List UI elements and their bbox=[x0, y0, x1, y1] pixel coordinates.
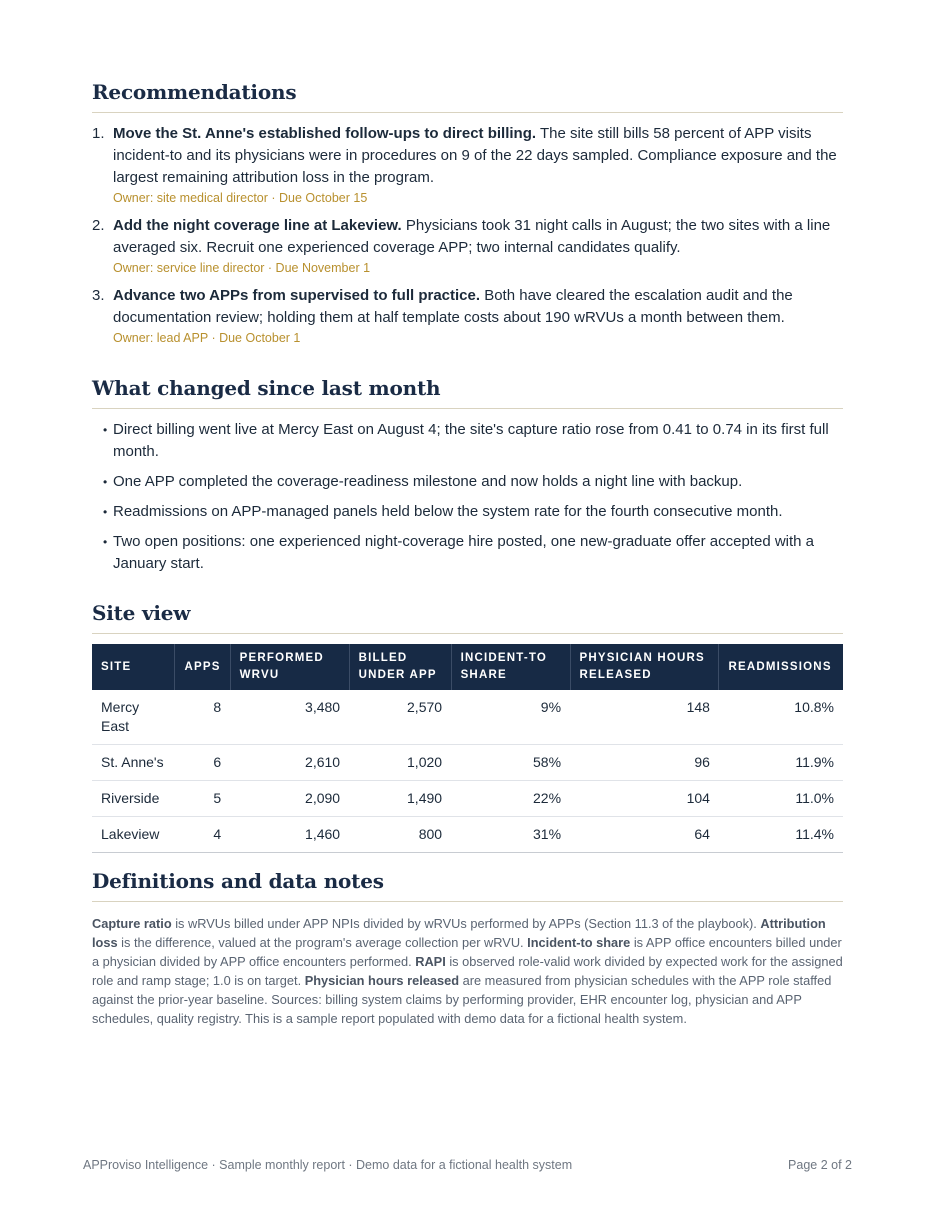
definition-term: RAPI bbox=[415, 954, 446, 969]
page-number: Page 2 of 2 bbox=[788, 1158, 852, 1172]
billed-under-app-cell: 1,490 bbox=[349, 781, 451, 817]
table-row bbox=[92, 781, 843, 817]
table-row bbox=[92, 690, 843, 745]
apps-cell: 4 bbox=[175, 817, 230, 853]
readmissions-cell: 10.8% bbox=[719, 690, 843, 745]
change-text: One APP completed the coverage-readiness milestone and now holds a night line with backup. bbox=[113, 473, 743, 490]
recommendation-item bbox=[92, 123, 843, 207]
definition-text: is wRVUs billed under APP NPIs divided by wRVUs performed by APPs (Section 11.3 of the playbook). bbox=[171, 916, 761, 931]
recommendation-lead: Advance two APPs from supervised to full practice. bbox=[113, 287, 481, 304]
recommendations-heading: Recommendations bbox=[92, 80, 843, 113]
physician-hours-cell: 96 bbox=[570, 745, 719, 781]
incident-to-share-cell: 58% bbox=[451, 745, 570, 781]
definition-term: Incident-to share bbox=[527, 935, 631, 950]
site-view-section bbox=[92, 601, 843, 853]
change-item bbox=[92, 531, 843, 575]
readmissions-cell: 11.0% bbox=[719, 781, 843, 817]
definition-text: is observed role-valid work divided by expected work for the assigned role and ramp stage; 1.0 is on target. bbox=[92, 954, 843, 988]
apps-cell: 5 bbox=[175, 781, 230, 817]
recommendation-number: 1. bbox=[92, 125, 105, 142]
bullet-marker: • bbox=[103, 423, 108, 437]
physician-hours-cell: 104 bbox=[570, 781, 719, 817]
recommendation-lead: Add the night coverage line at Lakeview. bbox=[113, 217, 402, 234]
definition-text: is the difference, valued at the program's average collection per wRVU. bbox=[117, 935, 528, 950]
table-row bbox=[92, 817, 843, 853]
table-row bbox=[92, 745, 843, 781]
recommendations-list bbox=[92, 123, 843, 347]
recommendations-section bbox=[92, 80, 843, 355]
site-view-heading: Site view bbox=[92, 601, 843, 634]
billed-under-app-cell: 800 bbox=[349, 817, 451, 853]
recommendation-text: Physicians took 31 night calls in August; the two sites with a line averaged six. Recruit one experienced coverage APP; two internal candidates qualify. bbox=[113, 217, 831, 256]
change-text: Two open positions: one experienced night-coverage hire posted, one new-graduate offer accepted with a January start. bbox=[113, 533, 815, 572]
definition-text: is APP office encounters billed under a physician divided by APP office encounters performed. bbox=[92, 935, 842, 969]
column-header-site: SITE bbox=[92, 644, 175, 690]
definition-term: Capture ratio bbox=[92, 916, 172, 931]
performed-wrvu-cell: 2,610 bbox=[230, 745, 349, 781]
site-cell: Mercy East bbox=[92, 690, 175, 745]
change-item bbox=[92, 501, 843, 523]
readmissions-cell: 11.9% bbox=[719, 745, 843, 781]
performed-wrvu-cell: 3,480 bbox=[230, 690, 349, 745]
column-header-physician-hours-released: PHYSICIAN HOURS RELEASED bbox=[570, 644, 719, 690]
recommendation-owner: Owner: service line director · Due November 1 bbox=[113, 261, 371, 275]
changes-heading: What changed since last month bbox=[92, 376, 843, 409]
column-header-readmissions: READMISSIONS bbox=[719, 644, 843, 690]
recommendation-item bbox=[92, 285, 843, 347]
apps-cell: 8 bbox=[175, 690, 230, 745]
recommendation-item bbox=[92, 215, 843, 277]
change-text: Readmissions on APP-managed panels held below the system rate for the fourth consecutive month. bbox=[113, 503, 783, 520]
changes-list bbox=[92, 419, 843, 575]
column-header-billed-under-app: BILLED UNDER APP bbox=[349, 644, 451, 690]
site-cell: Lakeview bbox=[92, 817, 175, 853]
definitions-heading: Definitions and data notes bbox=[92, 869, 843, 902]
bullet-marker: • bbox=[103, 505, 108, 519]
change-item bbox=[92, 471, 843, 493]
table-header-row bbox=[92, 644, 843, 690]
definition-term: Attribution loss bbox=[92, 916, 826, 950]
column-header-performed-wrvu: PERFORMED WRVU bbox=[230, 644, 349, 690]
incident-to-share-cell: 9% bbox=[451, 690, 570, 745]
recommendation-text: Both have cleared the escalation audit and the documentation review; holding them at half template costs about 190 wRVUs a month between them. bbox=[113, 287, 793, 326]
definitions-paragraph bbox=[92, 914, 843, 1028]
bullet-marker: • bbox=[103, 535, 108, 549]
performed-wrvu-cell: 2,090 bbox=[230, 781, 349, 817]
physician-hours-cell: 64 bbox=[570, 817, 719, 853]
changes-section bbox=[92, 376, 843, 583]
site-table bbox=[92, 644, 843, 853]
definitions-section bbox=[92, 869, 843, 1041]
site-cell: St. Anne's bbox=[92, 745, 175, 781]
incident-to-share-cell: 31% bbox=[451, 817, 570, 853]
footer-text: APProviso Intelligence · Sample monthly report · Demo data for a fictional health system bbox=[83, 1158, 573, 1172]
recommendation-number: 2. bbox=[92, 217, 105, 234]
recommendation-owner: Owner: lead APP · Due October 1 bbox=[113, 331, 301, 345]
performed-wrvu-cell: 1,460 bbox=[230, 817, 349, 853]
change-text: Direct billing went live at Mercy East on August 4; the site's capture ratio rose from 0.41 to 0.74 in its first full month. bbox=[113, 421, 829, 460]
definition-term: Physician hours released bbox=[304, 973, 460, 988]
readmissions-cell: 11.4% bbox=[719, 817, 843, 853]
column-header-apps: APPS bbox=[175, 644, 230, 690]
definition-text: are measured from physician schedules with the APP role staffed against the prior-year baseline. Sources: billing system claims by performing provider, EHR encounter log, physician and APP schedules, quality registry. This is a sample report populated with demo data for a fictional health system. bbox=[92, 973, 832, 1026]
incident-to-share-cell: 22% bbox=[451, 781, 570, 817]
recommendation-text: The site still bills 58 percent of APP visits incident-to and its physicians were in procedures on 9 of the 22 days sampled. Compliance exposure and the largest remaining attribution loss in the program. bbox=[113, 125, 837, 186]
billed-under-app-cell: 2,570 bbox=[349, 690, 451, 745]
apps-cell: 6 bbox=[175, 745, 230, 781]
site-cell: Riverside bbox=[92, 781, 175, 817]
bullet-marker: • bbox=[103, 475, 108, 489]
recommendation-number: 3. bbox=[92, 287, 105, 304]
physician-hours-cell: 148 bbox=[570, 690, 719, 745]
billed-under-app-cell: 1,020 bbox=[349, 745, 451, 781]
change-item bbox=[92, 419, 843, 463]
column-header-incident-to-share: INCIDENT-TO SHARE bbox=[451, 644, 570, 690]
recommendation-owner: Owner: site medical director · Due October 15 bbox=[113, 191, 368, 205]
recommendation-lead: Move the St. Anne's established follow-ups to direct billing. bbox=[113, 125, 537, 142]
